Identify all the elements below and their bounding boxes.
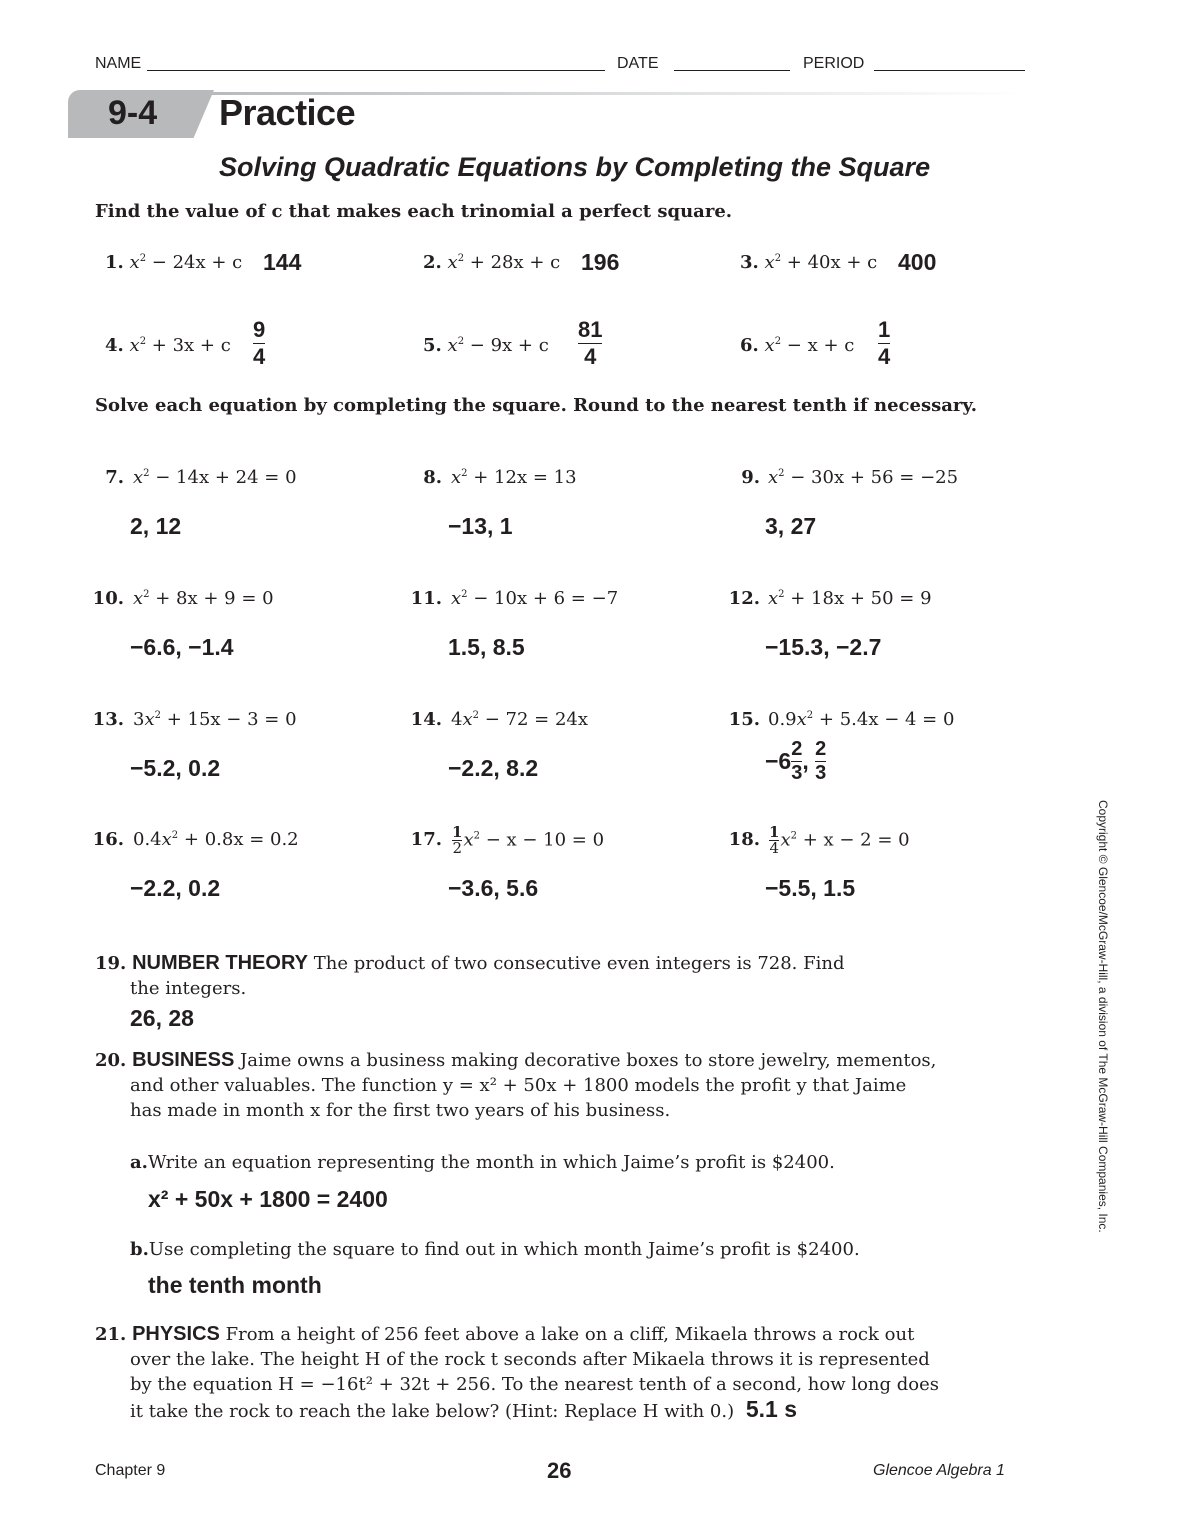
part1-problem [423,335,549,356]
part1-problem [740,335,854,356]
problem-expression: x [764,252,775,273]
problem-text: by the equation H = −16t² + 32t + 256. To the nearest tenth of a second, how long does [130,1374,939,1395]
page-title: Practice [219,92,356,133]
problem-number: 15. [728,709,760,730]
answer-5 [578,318,602,369]
part-label: a. [130,1152,148,1173]
exponent: 2 [139,253,147,264]
part2-instructions: Solve each equation by completing the square. Round to the nearest tenth if necessary. [95,395,978,416]
problem-number: 6. [740,335,759,356]
problem-number: 16. [92,829,124,850]
copyright-notice: Copyright © Glencoe/McGraw-Hill, a division of The McGraw-Hill Companies, Inc. [1096,800,1110,1233]
problem-expression: − 9x + c [464,335,549,356]
problem-number: 5. [423,335,442,356]
problem-expression: + 3x + c [146,335,231,356]
problem-20 [95,1048,1035,1123]
name-line [147,70,605,71]
answer-21: 5.1 s [745,1396,797,1422]
denominator: 4 [584,344,597,369]
problem-text: over the lake. The height H of the rock t seconds after Mikaela throws it is represented [130,1349,930,1370]
problem-number: 12. [728,588,760,609]
problem-expression: + 40x + c [781,252,878,273]
period-line [874,70,1025,71]
problem-number: 17. [410,829,442,850]
answer-15: $-6\frac{2}{3}$, $\frac{2}{3}$ [765,738,827,784]
problem-text: it take the rock to reach the lake below? (Hint: Replace H with 0.) [130,1401,735,1422]
problem-text: has made in month x for the first two years of his business. [130,1100,671,1121]
answer-16: −2.2, 0.2 [130,875,221,901]
part1-problem [105,335,231,356]
problem-19 [95,951,995,1001]
problem-text: and other valuables. The function y = x² + 50x + 1800 models the profit y that Jaime [130,1075,907,1096]
problem-expression: − 24x + c [146,252,243,273]
exponent: 2 [139,336,147,347]
answer-14: −2.2, 8.2 [448,755,539,781]
numerator: 1 [878,317,891,342]
problem-number: 1. [105,252,124,273]
answer-3: 400 [898,249,937,275]
denominator: 4 [878,344,891,369]
problem-text: From a height of 256 feet above a lake on a cliff, Mikaela throws a rock out [219,1324,915,1345]
problem-20a [130,1150,1010,1175]
part1-problem [740,252,877,273]
answer-13: −5.2, 0.2 [130,755,221,781]
answer-20a: x² + 50x + 1800 = 2400 [148,1186,388,1212]
problem-expression: − x + c [781,335,855,356]
problem-20b [130,1237,1010,1262]
exponent: 2 [457,336,465,347]
lesson-number: 9-4 [108,94,158,132]
problem-expression: x [129,335,140,356]
problem-expression: $x^2 + 18x + 50 = 9$ [768,588,932,609]
part1-instructions: Find the value of c that makes each trinomial a perfect square. [95,201,733,222]
numerator: 81 [578,317,603,342]
problem-expression: $\frac{1}{4}x^2 + x - 2 = 0$ [769,823,910,857]
problem-expression: x [764,335,775,356]
part-label: b. [130,1239,149,1260]
answer-9: 3, 27 [765,513,817,539]
problem-expression: $x^2 - 30x + 56 = -25$ [768,467,959,488]
problem-21 [95,1322,1045,1424]
problem-text: Jaime owns a business making decorative boxes to store jewelry, mementos, [234,1050,937,1071]
problem-number: 13. [92,709,124,730]
problem-text: Use completing the square to find out in which month Jaime’s profit is $2400. [148,1239,860,1260]
date-line [674,70,790,71]
answer-17: −3.6, 5.6 [448,875,539,901]
answer-2: 196 [581,249,620,275]
problem-expression: $0.9x^2 + 5.4x - 4 = 0$ [768,709,955,730]
coefficient-fraction: $\frac{1}{2}$ [452,823,463,857]
answer-4 [253,318,265,369]
problem-number: 11. [410,588,442,609]
numerator: 9 [253,317,266,342]
answer-10: −6.6, −1.4 [130,634,234,660]
answer-12: −15.3, −2.7 [765,634,882,660]
problem-number: 18. [728,829,760,850]
problem-number: 2. [423,252,442,273]
problem-text: Write an equation representing the month in which Jaime’s profit is $2400. [147,1152,835,1173]
problem-expression: + 28x + c [464,252,561,273]
answer-18: −5.5, 1.5 [765,875,856,901]
answer-8: −13, 1 [448,513,513,539]
problem-expression: x [129,252,140,273]
problem-expression: $x^2 + 12x = 13$ [451,467,577,488]
problem-text: The product of two consecutive even integers is 728. Find [308,953,845,974]
problem-number: 4. [105,335,124,356]
period-label: PERIOD [803,55,865,72]
problem-text: the integers. [130,978,247,999]
exponent: 2 [457,253,465,264]
denominator: 4 [253,344,266,369]
answer-6 [878,318,890,369]
problem-expression: $x^2 - 14x + 24 = 0$ [133,467,297,488]
problem-expression: $x^2 - 10x + 6 = -7$ [451,588,619,609]
problem-number: 9. [741,467,760,488]
answer-20b: the tenth month [148,1272,322,1298]
lesson-subtitle: Solving Quadratic Equations by Completing the Square [219,152,931,182]
exponent: 2 [774,253,782,264]
answer-19: 26, 28 [130,1005,194,1031]
problem-expression: $0.4x^2 + 0.8x = 0.2$ [133,829,299,850]
problem-expression: $x^2 + 8x + 9 = 0$ [133,588,274,609]
footer-chapter: Chapter 9 [95,1462,166,1479]
problem-number: 14. [410,709,442,730]
problem-number: 20. [95,1050,127,1071]
problem-expression: $\frac{1}{2}x^2 - x - 10 = 0$ [452,823,605,857]
date-label: DATE [617,55,659,72]
part1-problem [423,252,560,273]
exponent: 2 [774,336,782,347]
problem-expression: x [447,252,458,273]
footer-book: Glencoe Algebra 1 [873,1462,1005,1479]
problem-expression: $4x^2 - 72 = 24x$ [451,709,588,730]
problem-expression: x [447,335,458,356]
problem-number: 7. [105,467,124,488]
problem-topic: NUMBER THEORY [132,952,308,974]
part1-problem [105,252,242,273]
problem-expression: $3x^2 + 15x - 3 = 0$ [133,709,297,730]
answer-1: 144 [263,249,302,275]
problem-topic: PHYSICS [132,1323,220,1345]
problem-number: 19. [95,953,127,974]
page-number: 26 [547,1458,572,1483]
problem-number: 21. [95,1324,127,1345]
problem-topic: BUSINESS [132,1049,235,1071]
problem-number: 8. [423,467,442,488]
problem-number: 3. [740,252,759,273]
answer-7: 2, 12 [130,513,182,539]
coefficient-fraction: $\frac{1}{4}$ [769,823,780,857]
name-label: NAME [95,55,142,72]
problem-number: 10. [92,588,124,609]
answer-11: 1.5, 8.5 [448,634,525,660]
